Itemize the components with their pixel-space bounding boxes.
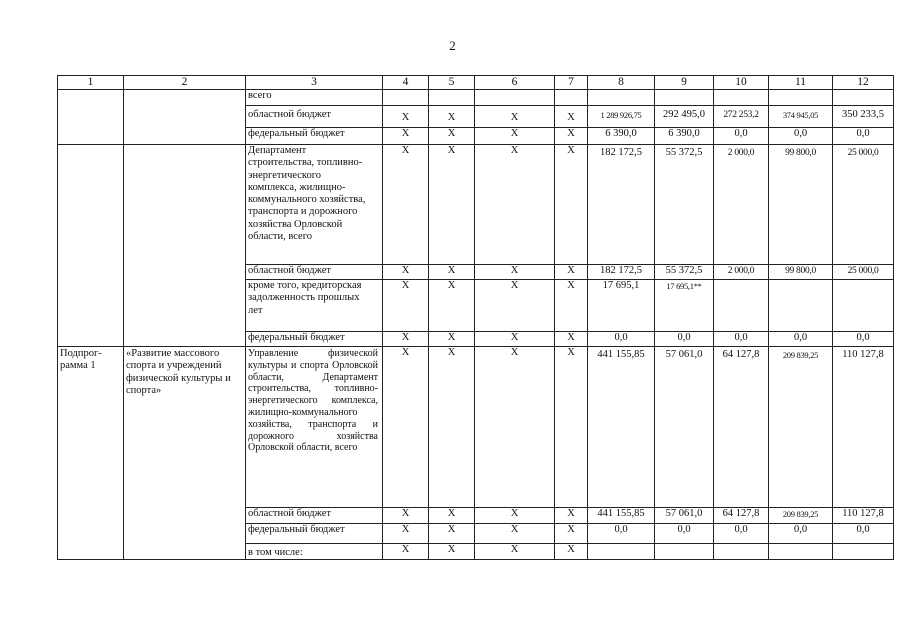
table-row: федеральный бюджет X X X X 6 390,0 6 390,0 0,0 0,0 0,0 [58, 128, 894, 145]
col-header: 10 [714, 76, 769, 90]
col-header: 6 [475, 76, 555, 90]
row-label: всего [246, 90, 383, 106]
cell-empty [124, 145, 246, 347]
col-header: 8 [588, 76, 655, 90]
subprogram-title: «Развитие массового спорта и учреждений физической культуры и спорта» [124, 347, 246, 560]
col-header: 12 [833, 76, 894, 90]
row-label: областной бюджет [246, 508, 383, 524]
table-row: Департамент строительства, топливно-энергетического комплекса, жилищно-коммунального хозяйства, транспорта и дорожного хозяйства Орловской области, всего X X X X 182 172,5 55 372,5 2 000,0 99 800,0 25 000,0 [58, 145, 894, 265]
row-label: кроме того, кредиторская задолженность прошлых лет [246, 280, 383, 332]
cell-empty [58, 90, 124, 145]
cell-empty [124, 90, 246, 145]
table-row: кроме того, кредиторская задолженность прошлых лет X X X X 17 695,1 17 695,1** [58, 280, 894, 332]
table-row: федеральный бюджет X X X X 0,0 0,0 0,0 0,0 0,0 [58, 524, 894, 544]
row-label: областной бюджет [246, 106, 383, 128]
row-label: областной бюджет [246, 265, 383, 280]
table-row: областной бюджет X X X X 441 155,85 57 061,0 64 127,8 209 839,25 110 127,8 [58, 508, 894, 524]
page-number: 2 [449, 38, 456, 53]
table-row: в том числе: X X X X [58, 544, 894, 560]
row-label: федеральный бюджет [246, 524, 383, 544]
budget-table [57, 75, 894, 560]
table-row: федеральный бюджет X X X X 0,0 0,0 0,0 0,0 0,0 [58, 332, 894, 347]
table-row [58, 90, 894, 106]
table-row: областной бюджет X X X X 182 172,5 55 372,5 2 000,0 99 800,0 25 000,0 [58, 265, 894, 280]
col-header: 4 [383, 76, 429, 90]
col-header: 3 [246, 76, 383, 90]
subprogram-label: Подпрог-рамма 1 [58, 347, 124, 560]
col-header: 9 [655, 76, 714, 90]
table-row: Подпрог-рамма 1 «Развитие массового спорта и учреждений физической культуры и спорта» Управление физической культуры и спорта Орловской области, Департамент строительства, топливно-энергетического комплекса, жилищно-коммунального хозяйства, транспорта и дорожного хозяйства Орловской области, всего X X X X 441 155,85 57 061,0 64 127,8 209 839,25 110 127,8 [58, 347, 894, 508]
col-header: 5 [429, 76, 475, 90]
col-header: 7 [555, 76, 588, 90]
cell-empty [58, 145, 124, 347]
col-header: 2 [124, 76, 246, 90]
col-header: 1 [58, 76, 124, 90]
col-header: 11 [769, 76, 833, 90]
column-numbers-row [58, 76, 894, 90]
row-label: федеральный бюджет [246, 128, 383, 145]
row-label: в том числе: [246, 544, 383, 560]
row-label: федеральный бюджет [246, 332, 383, 347]
row-label: Департамент строительства, топливно-энергетического комплекса, жилищно-коммунального хозяйства, транспорта и дорожного хозяйства Орловской области, всего [246, 145, 383, 265]
row-label: Управление физической культуры и спорта Орловской области, Департамент строительства, топливно-энергетического комплекса, жилищно-коммунального хозяйства, транспорта и дорожного хозяйства Орловской области, всего [246, 347, 383, 508]
table-row: областной бюджет X X X X 1 289 926,75 292 495,0 272 253,2 374 945,05 350 233,5 [58, 106, 894, 128]
